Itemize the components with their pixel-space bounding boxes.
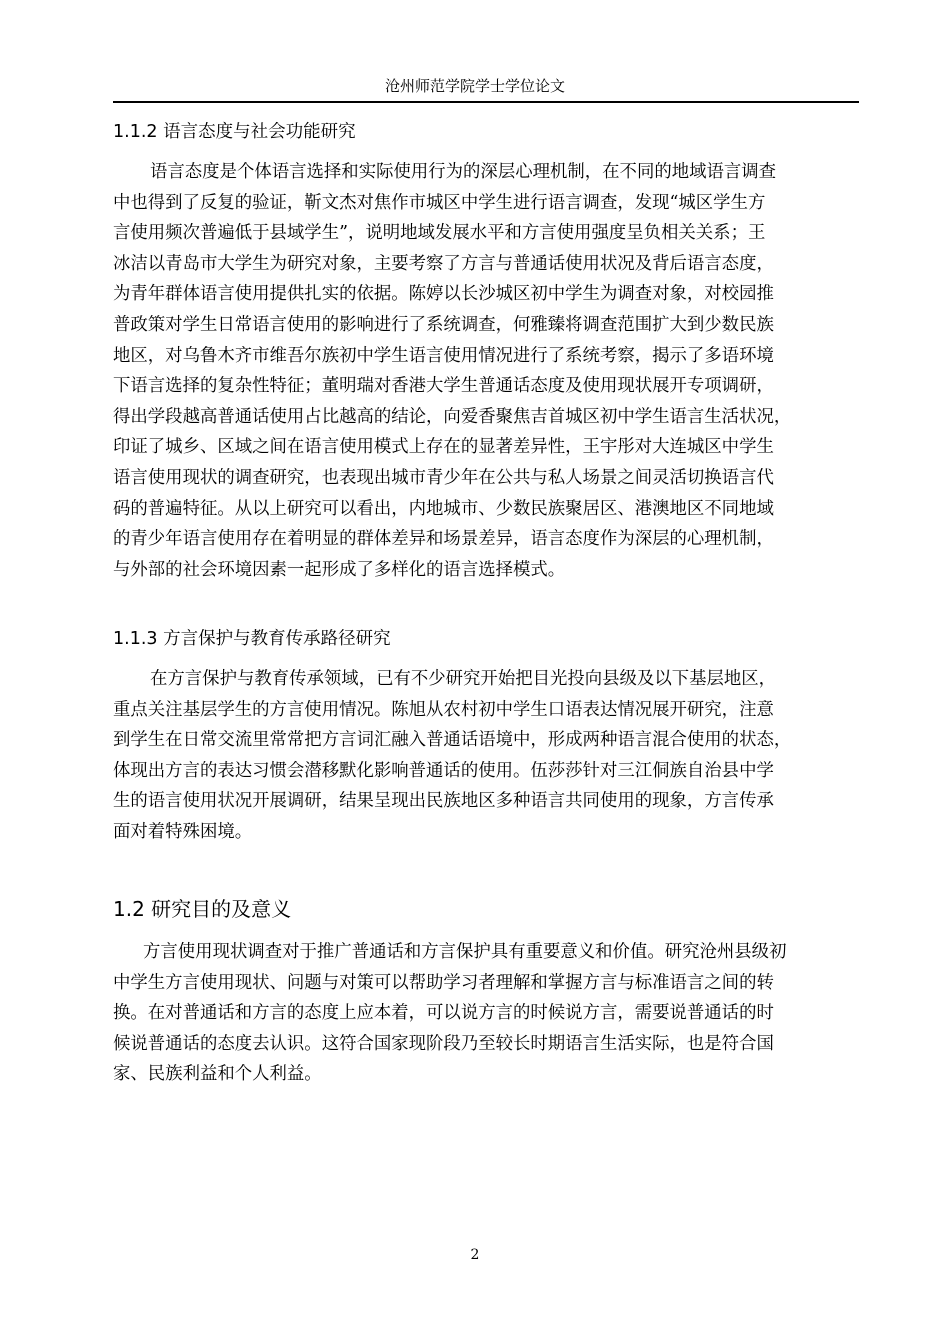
paragraph-line: 与外部的社会环境因素一起形成了多样化的语言选择模式。 (113, 559, 566, 580)
paragraph-line: 生的语言使用状况开展调研，结果呈现出民族地区多种语言共同使用的现象，方言传承 (113, 791, 774, 812)
paragraph-line: 地区，对乌鲁木齐市维吾尔族初中学生语言使用情况进行了系统考察，揭示了多语环境 (113, 345, 774, 366)
paragraph-line: 码的普遍特征。从以上研究可以看出，内地城市、少数民族聚居区、港澳地区不同地域 (113, 498, 774, 519)
paragraph-line: 语言态度是个体语言选择和实际使用行为的深层心理机制，在不同的地域语言调查 (150, 162, 777, 182)
section-body-1-2 (113, 937, 863, 1090)
paragraph-line: 普政策对学生日常语言使用的影响进行了系统调查，何雅臻将调查范围扩大到少数民族 (113, 314, 774, 335)
paragraph-line: 方言使用现状调查对于推广普通话和方言保护具有重要意义和价值。研究沧州县级初 (143, 942, 787, 962)
paragraph-line: 体现出方言的表达习惯会潜移默化影响普通话的使用。伍莎莎针对三江侗族自治县中学 (113, 760, 774, 781)
paragraph-line: 家、民族利益和个人利益。 (113, 1064, 322, 1085)
paragraph-line: 为青年群体语言使用提供扎实的依据。陈婷以长沙城区初中学生为调查对象，对校园推 (113, 284, 774, 305)
paragraph-line: 得出学段越高普通话使用占比越高的结论，向爱香聚焦吉首城区初中学生语言生活状况， (113, 406, 792, 427)
paragraph-line: 言使用频次普遍低于县域学生”，说明地域发展水平和方言使用强度呈负相关关系；王 (113, 223, 766, 244)
section-heading-1-1-3: 1.1.3 方言保护与教育传承路径研究 (113, 629, 391, 649)
paragraph-line: 印证了城乡、区域之间在语言使用模式上存在的显著差异性，王宇彤对大连城区中学生 (113, 437, 774, 458)
section-heading-1-1-2: 1.1.2 语言态度与社会功能研究 (113, 122, 356, 142)
running-header: 沧州师范学院学士学位论文 (384, 77, 565, 95)
paragraph-line: 语言使用现状的调查研究，也表现出城市青少年在公共与私人场景之间灵活切换语言代 (113, 467, 774, 488)
paragraph-line: 冰洁以青岛市大学生为研究对象，主要考察了方言与普通话使用状况及背后语言态度， (113, 253, 774, 274)
paragraph-line: 在方言保护与教育传承领域，已有不少研究开始把目光投向县级及以下基层地区， (150, 669, 777, 689)
paragraph-line: 重点关注基层学生的方言使用情况。陈旭从农村初中学生口语表达情况展开研究，注意 (113, 699, 774, 720)
paragraph-line: 候说普通话的态度去认识。这符合国家现阶段乃至较长时期语言生活实际，也是符合国 (113, 1033, 774, 1054)
paragraph-line: 到学生在日常交流里常常把方言词汇融入普通话语境中，形成两种语言混合使用的状态， (113, 730, 792, 751)
page-number: 2 (470, 1247, 480, 1263)
section-body-1-1-3 (113, 664, 863, 848)
paragraph-line: 中也得到了反复的验证，靳文杰对焦作市城区中学生进行语言调查，发现“城区学生方 (113, 192, 766, 213)
paragraph-line: 换。在对普通话和方言的态度上应本着，可以说方言的时候说方言，需要说普通话的时 (113, 1003, 774, 1024)
paragraph-line: 下语言选择的复杂性特征；董明瑞对香港大学生普通话态度及使用现状展开专项调研， (113, 376, 774, 397)
paragraph-line: 的青少年语言使用存在着明显的群体差异和场景差异，语言态度作为深层的心理机制， (113, 529, 774, 550)
header-rule (113, 101, 859, 103)
paragraph-line: 中学生方言使用现状、问题与对策可以帮助学习者理解和掌握方言与标准语言之间的转 (113, 972, 774, 993)
section-body-1-1-2 (113, 157, 863, 585)
paragraph-line: 面对着特殊困境。 (113, 821, 253, 842)
section-heading-1-2: 1.2 研究目的及意义 (113, 897, 292, 921)
